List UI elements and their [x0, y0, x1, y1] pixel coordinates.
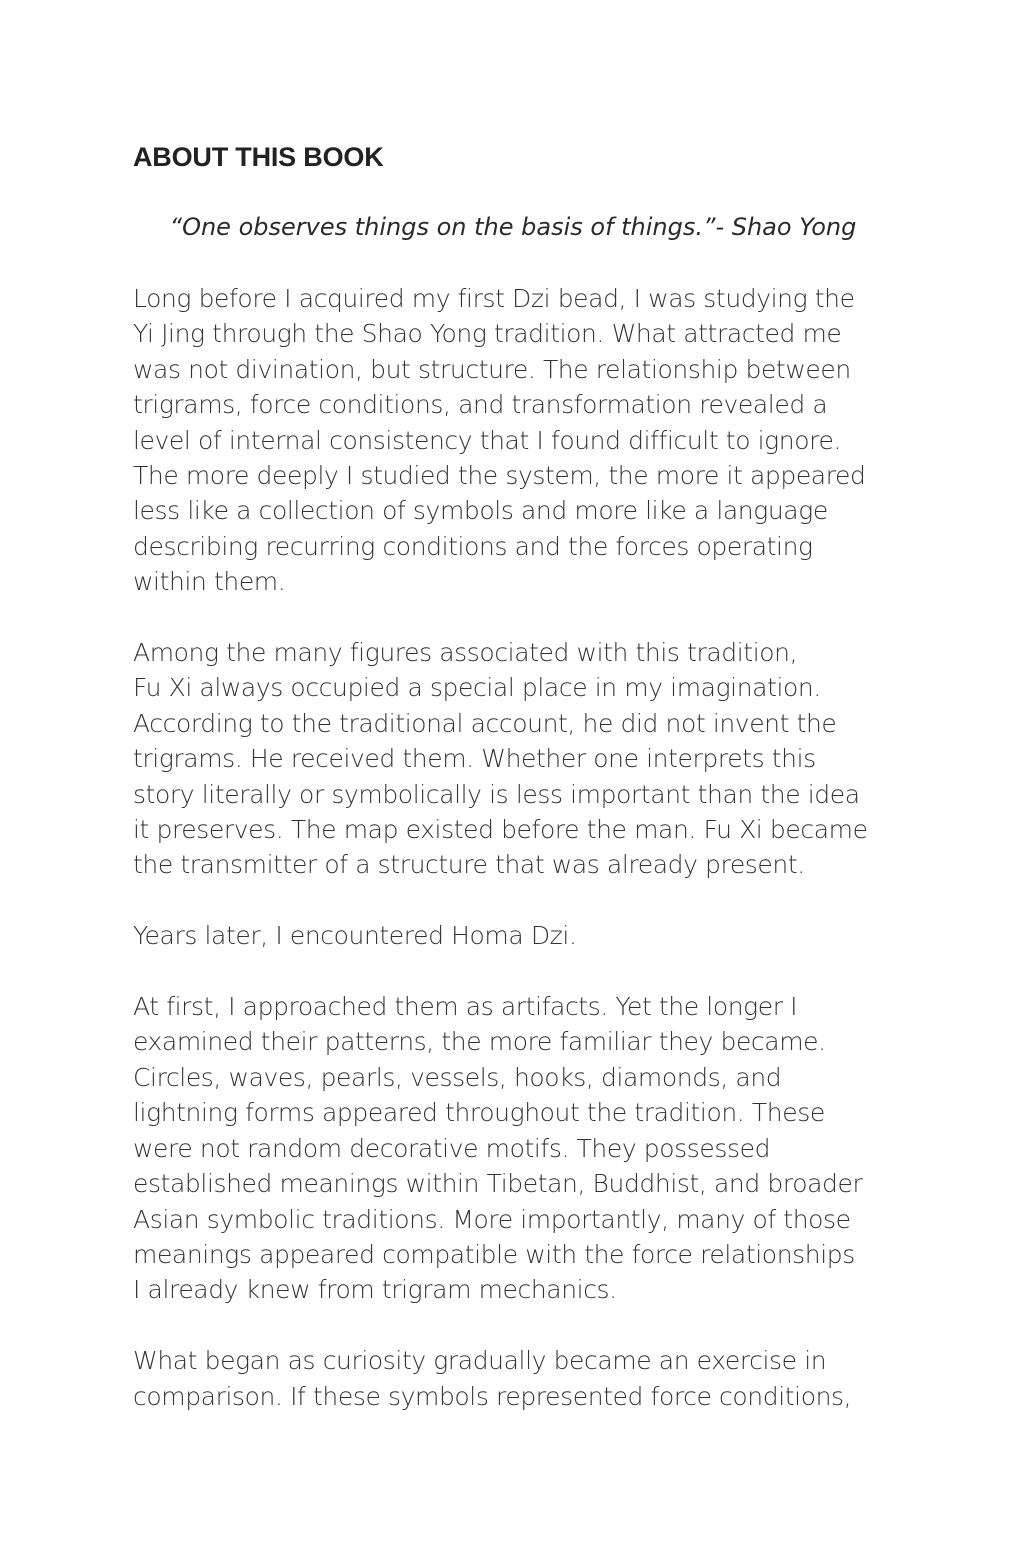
text-line: What began as curiosity gradually became an exercise in	[133, 1346, 827, 1376]
section-heading: ABOUT THIS BOOK	[133, 142, 384, 172]
paragraph-5	[133, 1343, 933, 1414]
text-line: Among the many figures associated with this tradition,	[133, 638, 798, 668]
text-line: less like a collection of symbols and more like a language	[133, 496, 828, 526]
text-line: describing recurring conditions and the forces operating	[133, 531, 813, 561]
text-line: level of internal consistency that I found difficult to ignore.	[133, 425, 841, 455]
text-line: comparison. If these symbols represented force conditions,	[133, 1381, 852, 1411]
text-line: Years later, I encountered Homa Dzi.	[133, 921, 577, 951]
paragraph-4	[133, 989, 933, 1308]
paragraph-3	[133, 918, 933, 953]
text-line: trigrams, force conditions, and transformation revealed a	[133, 390, 828, 420]
text-line: I already knew from trigram mechanics.	[133, 1275, 617, 1305]
paragraph-1	[133, 281, 933, 600]
text-line: it preserves. The map existed before the man. Fu Xi became	[133, 815, 868, 845]
text-line: Yi Jing through the Shao Yong tradition. What attracted me	[133, 319, 842, 349]
text-line: established meanings within Tibetan, Buddhist, and broader	[133, 1169, 863, 1199]
text-line: the transmitter of a structure that was already present.	[133, 850, 805, 880]
text-line: At first, I approached them as artifacts. Yet the longer I	[133, 992, 798, 1022]
text-line: Long before I acquired my first Dzi bead, I was studying the	[133, 284, 855, 313]
text-line: were not random decorative motifs. They possessed	[133, 1133, 771, 1163]
text-line: Fu Xi always occupied a special place in my imagination.	[133, 673, 821, 703]
text-line: examined their patterns, the more familiar they became.	[133, 1027, 826, 1057]
epigraph-quote: “One observes things on the basis of things.”- Shao Yong	[169, 213, 857, 241]
body-text	[133, 281, 933, 1449]
text-line: meanings appeared compatible with the force relationships	[133, 1239, 855, 1269]
text-line: According to the traditional account, he did not invent the	[133, 708, 837, 738]
text-line: The more deeply I studied the system, the more it appeared	[133, 461, 866, 491]
paragraph-2	[133, 635, 933, 883]
text-line: story literally or symbolically is less important than the idea	[133, 779, 860, 809]
text-line: within them.	[133, 567, 286, 597]
text-line: Asian symbolic traditions. More importantly, many of those	[133, 1204, 851, 1234]
text-line: Circles, waves, pearls, vessels, hooks, diamonds, and	[133, 1062, 782, 1092]
text-line: was not divination, but structure. The relationship between	[133, 354, 851, 384]
text-line: trigrams. He received them. Whether one interprets this	[133, 744, 816, 774]
text-line: lightning forms appeared throughout the tradition. These	[133, 1098, 825, 1128]
